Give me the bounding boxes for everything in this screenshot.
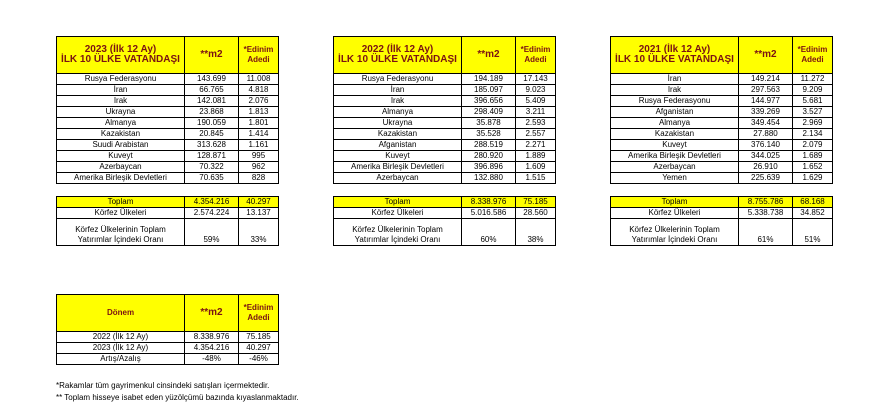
- country-cell: Kuveyt: [611, 140, 739, 151]
- total-count: 40.297: [239, 197, 279, 208]
- period-label: 2022 (İlk 12 Ay): [57, 332, 185, 343]
- m2-cell: 297.563: [739, 85, 793, 96]
- count-cell: 2.593: [516, 118, 556, 129]
- table-row: [57, 107, 279, 118]
- count-cell: 1.515: [516, 173, 556, 184]
- m2-cell: 27.880: [739, 129, 793, 140]
- table-row: [57, 85, 279, 96]
- total-row: [611, 197, 833, 208]
- table-row: [57, 343, 279, 354]
- count-header-line1: *Edinim: [520, 45, 551, 54]
- country-cell: Kazakistan: [611, 129, 739, 140]
- top-countries-table: [56, 36, 279, 184]
- change-count: -46%: [239, 354, 279, 365]
- m2-cell: 185.097: [462, 85, 516, 96]
- count-cell: 1.801: [239, 118, 279, 129]
- total-row: [57, 197, 279, 208]
- country-cell: Amerika Birleşik Devletleri: [334, 162, 462, 173]
- period-count-header-line1: *Edinim: [243, 303, 274, 312]
- table-title-subtitle: İLK 10 ÜLKE VATANDAŞI: [61, 54, 180, 65]
- total-m2: 8.338.976: [462, 197, 516, 208]
- m2-cell: 396.656: [462, 96, 516, 107]
- country-cell: Ukrayna: [57, 107, 185, 118]
- period-m2-header: **m2: [185, 295, 239, 332]
- ratio-label-line2: Yatırımlar İçindeki Oranı: [631, 235, 718, 244]
- table-header-row: [334, 37, 556, 74]
- m2-cell: 149.214: [739, 74, 793, 85]
- count-header-line2: Adedi: [801, 55, 824, 64]
- country-cell: Suudi Arabistan: [57, 140, 185, 151]
- gulf-label: Körfez Ülkeleri: [57, 208, 185, 219]
- table-row: [57, 354, 279, 365]
- gulf-label: Körfez Ülkeleri: [611, 208, 739, 219]
- ratio-label-line1: Körfez Ülkelerinin Toplam: [629, 225, 720, 234]
- count-cell: 5.681: [793, 96, 833, 107]
- table-2023: [56, 36, 279, 246]
- gulf-count: 28.560: [516, 208, 556, 219]
- table-row: [611, 118, 833, 129]
- country-cell: İran: [611, 74, 739, 85]
- m2-cell: 349.454: [739, 118, 793, 129]
- table-row: [611, 85, 833, 96]
- count-cell: 9.209: [793, 85, 833, 96]
- country-cell: Rusya Federasyonu: [611, 96, 739, 107]
- table-row: [334, 162, 556, 173]
- ratio-row: [334, 219, 556, 246]
- count-column-header: [793, 37, 833, 74]
- period-label: 2023 (İlk 12 Ay): [57, 343, 185, 354]
- ratio-label-line1: Körfez Ülkelerinin Toplam: [352, 225, 443, 234]
- total-label: Toplam: [57, 197, 185, 208]
- count-cell: 962: [239, 162, 279, 173]
- m2-cell: 280.920: [462, 151, 516, 162]
- count-cell: 1.414: [239, 129, 279, 140]
- gulf-count: 13.137: [239, 208, 279, 219]
- gulf-count: 34.852: [793, 208, 833, 219]
- ratio-label: [611, 219, 739, 246]
- country-cell: Ukrayna: [334, 118, 462, 129]
- table-header-row: [57, 37, 279, 74]
- m2-cell: 35.878: [462, 118, 516, 129]
- m2-cell: 344.025: [739, 151, 793, 162]
- count-cell: 17.143: [516, 74, 556, 85]
- table-title-year: 2023 (İlk 12 Ay): [84, 44, 157, 55]
- m2-column-header: **m2: [462, 37, 516, 74]
- period-header-label: Dönem: [57, 295, 185, 332]
- table-row: [334, 85, 556, 96]
- gulf-row: [334, 208, 556, 219]
- period-count-header: [239, 295, 279, 332]
- country-cell: Rusya Federasyonu: [334, 74, 462, 85]
- period-m2: 4.354.216: [185, 343, 239, 354]
- count-cell: 828: [239, 173, 279, 184]
- country-cell: Irak: [57, 96, 185, 107]
- table-title-year: 2022 (İlk 12 Ay): [361, 44, 434, 55]
- table-title-subtitle: İLK 10 ÜLKE VATANDAŞI: [615, 54, 734, 65]
- country-cell: İran: [334, 85, 462, 96]
- count-cell: 4.818: [239, 85, 279, 96]
- total-row: [334, 197, 556, 208]
- gulf-label: Körfez Ülkeleri: [334, 208, 462, 219]
- country-cell: Azerbaycan: [57, 162, 185, 173]
- table-title: [57, 37, 185, 74]
- count-column-header: [239, 37, 279, 74]
- table-row: [334, 129, 556, 140]
- country-cell: Amerika Birleşik Devletleri: [611, 151, 739, 162]
- country-cell: Kazakistan: [334, 129, 462, 140]
- country-cell: Kuveyt: [334, 151, 462, 162]
- summary-table: [610, 196, 833, 246]
- count-cell: 11.272: [793, 74, 833, 85]
- table-row: [611, 162, 833, 173]
- country-cell: Amerika Birleşik Devletleri: [57, 173, 185, 184]
- country-cell: Irak: [611, 85, 739, 96]
- table-title-year: 2021 (İlk 12 Ay): [638, 44, 711, 55]
- summary-table: [56, 196, 279, 246]
- country-cell: Azerbaycan: [611, 162, 739, 173]
- count-cell: 1.609: [516, 162, 556, 173]
- ratio-label-line1: Körfez Ülkelerinin Toplam: [75, 225, 166, 234]
- m2-cell: 35.528: [462, 129, 516, 140]
- top-countries-table: [333, 36, 556, 184]
- period-table: [56, 294, 279, 365]
- ratio-m2: 60%: [462, 219, 516, 246]
- count-cell: 2.969: [793, 118, 833, 129]
- table-row: [611, 129, 833, 140]
- table-row: [334, 74, 556, 85]
- country-cell: Azerbaycan: [334, 173, 462, 184]
- count-cell: 995: [239, 151, 279, 162]
- m2-cell: 66.765: [185, 85, 239, 96]
- total-label: Toplam: [334, 197, 462, 208]
- ratio-m2: 61%: [739, 219, 793, 246]
- m2-cell: 144.977: [739, 96, 793, 107]
- summary-table: [333, 196, 556, 246]
- country-cell: Almanya: [334, 107, 462, 118]
- table-row: [334, 107, 556, 118]
- m2-cell: 128.871: [185, 151, 239, 162]
- country-cell: İran: [57, 85, 185, 96]
- gulf-m2: 5.016.586: [462, 208, 516, 219]
- period-header-row: [57, 295, 279, 332]
- footnote-1: *Rakamlar tüm gayrimenkul cinsindeki satışları içermektedir.: [56, 381, 270, 390]
- table-row: [57, 140, 279, 151]
- m2-cell: 142.081: [185, 96, 239, 107]
- total-count: 68.168: [793, 197, 833, 208]
- count-cell: 1.813: [239, 107, 279, 118]
- table-title: [611, 37, 739, 74]
- ratio-label: [334, 219, 462, 246]
- period-count-header-line2: Adedi: [247, 313, 270, 322]
- period-count: 40.297: [239, 343, 279, 354]
- table-row: [57, 173, 279, 184]
- gulf-m2: 2.574.224: [185, 208, 239, 219]
- table-title: [334, 37, 462, 74]
- total-count: 75.185: [516, 197, 556, 208]
- ratio-label-line2: Yatırımlar İçindeki Oranı: [77, 235, 164, 244]
- table-header-row: [611, 37, 833, 74]
- m2-cell: 225.639: [739, 173, 793, 184]
- country-cell: Almanya: [57, 118, 185, 129]
- table-row: [57, 332, 279, 343]
- change-label: Artış/Azalış: [57, 354, 185, 365]
- gulf-m2: 5.338.738: [739, 208, 793, 219]
- country-cell: Afganistan: [334, 140, 462, 151]
- country-cell: Kuveyt: [57, 151, 185, 162]
- table-row: [611, 96, 833, 107]
- m2-cell: 298.409: [462, 107, 516, 118]
- count-cell: 1.629: [793, 173, 833, 184]
- count-cell: 2.557: [516, 129, 556, 140]
- m2-cell: 23.868: [185, 107, 239, 118]
- table-row: [334, 173, 556, 184]
- table-row: [57, 74, 279, 85]
- count-cell: 2.076: [239, 96, 279, 107]
- period-comparison: [56, 294, 279, 365]
- table-row: [334, 118, 556, 129]
- count-cell: 1.889: [516, 151, 556, 162]
- country-cell: Kazakistan: [57, 129, 185, 140]
- m2-cell: 313.628: [185, 140, 239, 151]
- total-m2: 4.354.216: [185, 197, 239, 208]
- count-cell: 3.527: [793, 107, 833, 118]
- m2-cell: 190.059: [185, 118, 239, 129]
- country-cell: Afganistan: [611, 107, 739, 118]
- ratio-row: [611, 219, 833, 246]
- country-cell: Irak: [334, 96, 462, 107]
- ratio-m2: 59%: [185, 219, 239, 246]
- count-header-line2: Adedi: [247, 55, 270, 64]
- m2-cell: 143.699: [185, 74, 239, 85]
- count-column-header: [516, 37, 556, 74]
- m2-column-header: **m2: [739, 37, 793, 74]
- table-row: [57, 151, 279, 162]
- ratio-row: [57, 219, 279, 246]
- count-cell: 3.211: [516, 107, 556, 118]
- count-header-line1: *Edinim: [243, 45, 274, 54]
- table-row: [611, 107, 833, 118]
- table-row: [611, 173, 833, 184]
- count-cell: 2.134: [793, 129, 833, 140]
- table-row: [57, 96, 279, 107]
- m2-cell: 339.269: [739, 107, 793, 118]
- count-header-line1: *Edinim: [797, 45, 828, 54]
- table-row: [611, 140, 833, 151]
- table-row: [334, 151, 556, 162]
- m2-cell: 20.845: [185, 129, 239, 140]
- gulf-row: [57, 208, 279, 219]
- country-cell: Almanya: [611, 118, 739, 129]
- total-label: Toplam: [611, 197, 739, 208]
- m2-cell: 194.189: [462, 74, 516, 85]
- m2-column-header: **m2: [185, 37, 239, 74]
- count-cell: 5.409: [516, 96, 556, 107]
- m2-cell: 376.140: [739, 140, 793, 151]
- count-header-line2: Adedi: [524, 55, 547, 64]
- top-countries-table: [610, 36, 833, 184]
- period-count: 75.185: [239, 332, 279, 343]
- count-cell: 1.689: [793, 151, 833, 162]
- table-2022: [333, 36, 556, 246]
- country-cell: Yemen: [611, 173, 739, 184]
- m2-cell: 396.896: [462, 162, 516, 173]
- table-row: [57, 162, 279, 173]
- count-cell: 2.271: [516, 140, 556, 151]
- change-m2: -48%: [185, 354, 239, 365]
- m2-cell: 70.635: [185, 173, 239, 184]
- footnote-2: ** Toplam hisseye isabet eden yüzölçümü bazında kıyaslanmaktadır.: [56, 393, 299, 402]
- table-row: [334, 96, 556, 107]
- count-cell: 1.161: [239, 140, 279, 151]
- count-cell: 11.008: [239, 74, 279, 85]
- ratio-count: 51%: [793, 219, 833, 246]
- m2-cell: 132.880: [462, 173, 516, 184]
- ratio-count: 33%: [239, 219, 279, 246]
- table-row: [334, 140, 556, 151]
- ratio-label: [57, 219, 185, 246]
- table-2021: [610, 36, 833, 246]
- country-cell: Rusya Federasyonu: [57, 74, 185, 85]
- count-cell: 9.023: [516, 85, 556, 96]
- gulf-row: [611, 208, 833, 219]
- ratio-count: 38%: [516, 219, 556, 246]
- m2-cell: 26.910: [739, 162, 793, 173]
- m2-cell: 288.519: [462, 140, 516, 151]
- table-row: [57, 118, 279, 129]
- table-title-subtitle: İLK 10 ÜLKE VATANDAŞI: [338, 54, 457, 65]
- count-cell: 1.652: [793, 162, 833, 173]
- table-row: [611, 74, 833, 85]
- m2-cell: 70.322: [185, 162, 239, 173]
- period-m2: 8.338.976: [185, 332, 239, 343]
- table-row: [611, 151, 833, 162]
- ratio-label-line2: Yatırımlar İçindeki Oranı: [354, 235, 441, 244]
- table-row: [57, 129, 279, 140]
- count-cell: 2.079: [793, 140, 833, 151]
- total-m2: 8.755.786: [739, 197, 793, 208]
